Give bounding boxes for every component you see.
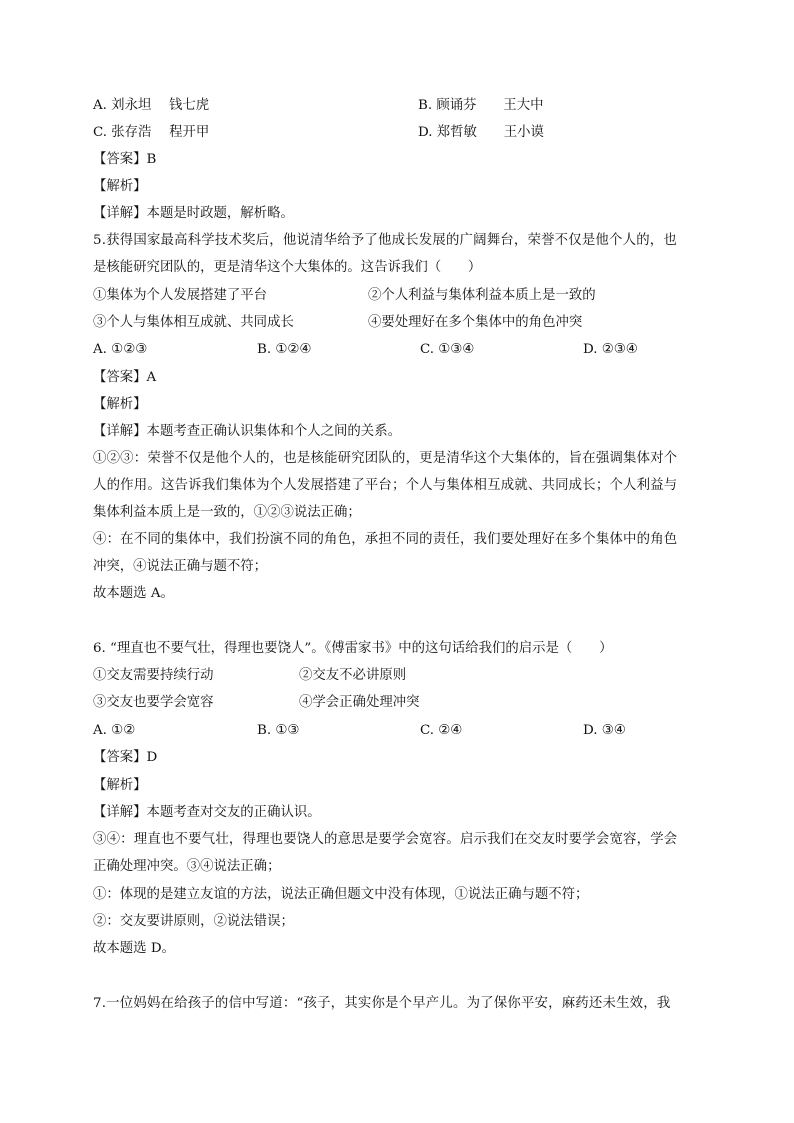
q5-analysis-heading: 【解析】 — [93, 397, 147, 412]
q4-option-d: D. 郑哲敏 王小谟 — [418, 125, 544, 140]
q6-explanation-1-line-2: 正确处理冲突。③④说法正确； — [93, 859, 281, 874]
q5-option-d: D. ②③④ — [583, 342, 638, 357]
q5-answer: 【答案】A — [93, 370, 157, 385]
q6-analysis-heading: 【解析】 — [93, 778, 147, 793]
q4-option-a: A. 刘永坦 钱七虎 — [93, 98, 210, 113]
q6-option-d: D. ③④ — [583, 723, 626, 738]
q6-item-2: ②交友不必讲原则 — [299, 668, 407, 683]
q6-item-1: ①交友需要持续行动 — [93, 668, 214, 683]
q4-answer: 【答案】B — [93, 152, 157, 167]
q5-option-c: C. ①③④ — [420, 342, 475, 357]
q6-option-c: C. ②④ — [420, 723, 463, 738]
q5-explanation-2-line-2: 冲突，④说法正确与题不符； — [93, 559, 268, 574]
q4-detail: 【详解】本题是时政题，解析略。 — [93, 206, 294, 221]
q6-item-3: ③交友也要学会宽容 — [93, 695, 214, 710]
q5-explanation-1-line-3: 集体利益本质上是一致的，①②③说法正确； — [93, 505, 361, 520]
q5-stem-line-1: 5.获得国家最高科学技术奖后，他说清华给予了他成长发展的广阔舞台，荣誉不仅是他个人的，也 — [93, 233, 677, 248]
q5-explanation-2-line-1: ④：在不同的集体中，我们扮演不同的角色，承担不同的责任，我们要处理好在多个集体中的角色 — [93, 532, 678, 547]
q5-item-1: ①集体为个人发展搭建了平台 — [93, 288, 268, 303]
q6-stem: 6. “理直也不要气壮，得理也要饶人”。《傅雷家书》中的这句话给我们的启示是（ ） — [93, 641, 613, 656]
q4-analysis-heading: 【解析】 — [93, 179, 147, 194]
q4-option-c: C. 张存浩 程开甲 — [93, 125, 210, 140]
q7-stem-line-1: 7.一位妈妈在给孩子的信中写道：“孩子，其实你是个早产儿。为了保你平安，麻药还未生效，我 — [93, 996, 671, 1011]
q6-option-b: B. ①③ — [257, 723, 300, 738]
q5-stem-line-2: 是核能研究团队的，更是清华这个大集体的。这告诉我们（ ） — [93, 260, 482, 275]
q4-option-b: B. 顾诵芬 王大中 — [418, 98, 544, 113]
q5-item-3: ③个人与集体相互成就、共同成长 — [93, 315, 294, 330]
q6-explanation-1-line-1: ③④：理直也不要气壮，得理也要饶人的意思是要学会宽容。启示我们在交友时要学会宽容，学会 — [93, 832, 678, 847]
q5-item-2: ②个人利益与集体利益本质上是一致的 — [368, 288, 596, 303]
q6-conclusion: 故本题选 D。 — [93, 941, 175, 956]
q6-explanation-2: ①：体现的是建立友谊的方法，说法正确但题文中没有体现，①说法正确与题不符； — [93, 887, 589, 902]
q5-item-4: ④要处理好在多个集体中的角色冲突 — [368, 315, 583, 330]
q6-detail: 【详解】本题考查对交友的正确认识。 — [93, 805, 321, 820]
q5-explanation-1-line-1: ①②③：荣誉不仅是他个人的，也是核能研究团队的，更是清华这个大集体的，旨在强调集体对个 — [93, 451, 678, 466]
q5-conclusion: 故本题选 A。 — [93, 586, 174, 601]
q5-option-b: B. ①②④ — [257, 342, 312, 357]
q6-answer: 【答案】D — [93, 750, 158, 765]
q5-detail: 【详解】本题考查正确认识集体和个人之间的关系。 — [93, 424, 401, 439]
q5-option-a: A. ①②③ — [93, 342, 148, 357]
q6-item-4: ④学会正确处理冲突 — [299, 695, 420, 710]
q5-explanation-1-line-2: 人的作用。这告诉我们集体为个人发展搭建了平台；个人与集体相互成就、共同成长；个人利益与 — [93, 478, 678, 493]
q6-option-a: A. ①② — [93, 723, 136, 738]
q6-explanation-3: ②：交友要讲原则，②说法错误； — [93, 914, 294, 929]
